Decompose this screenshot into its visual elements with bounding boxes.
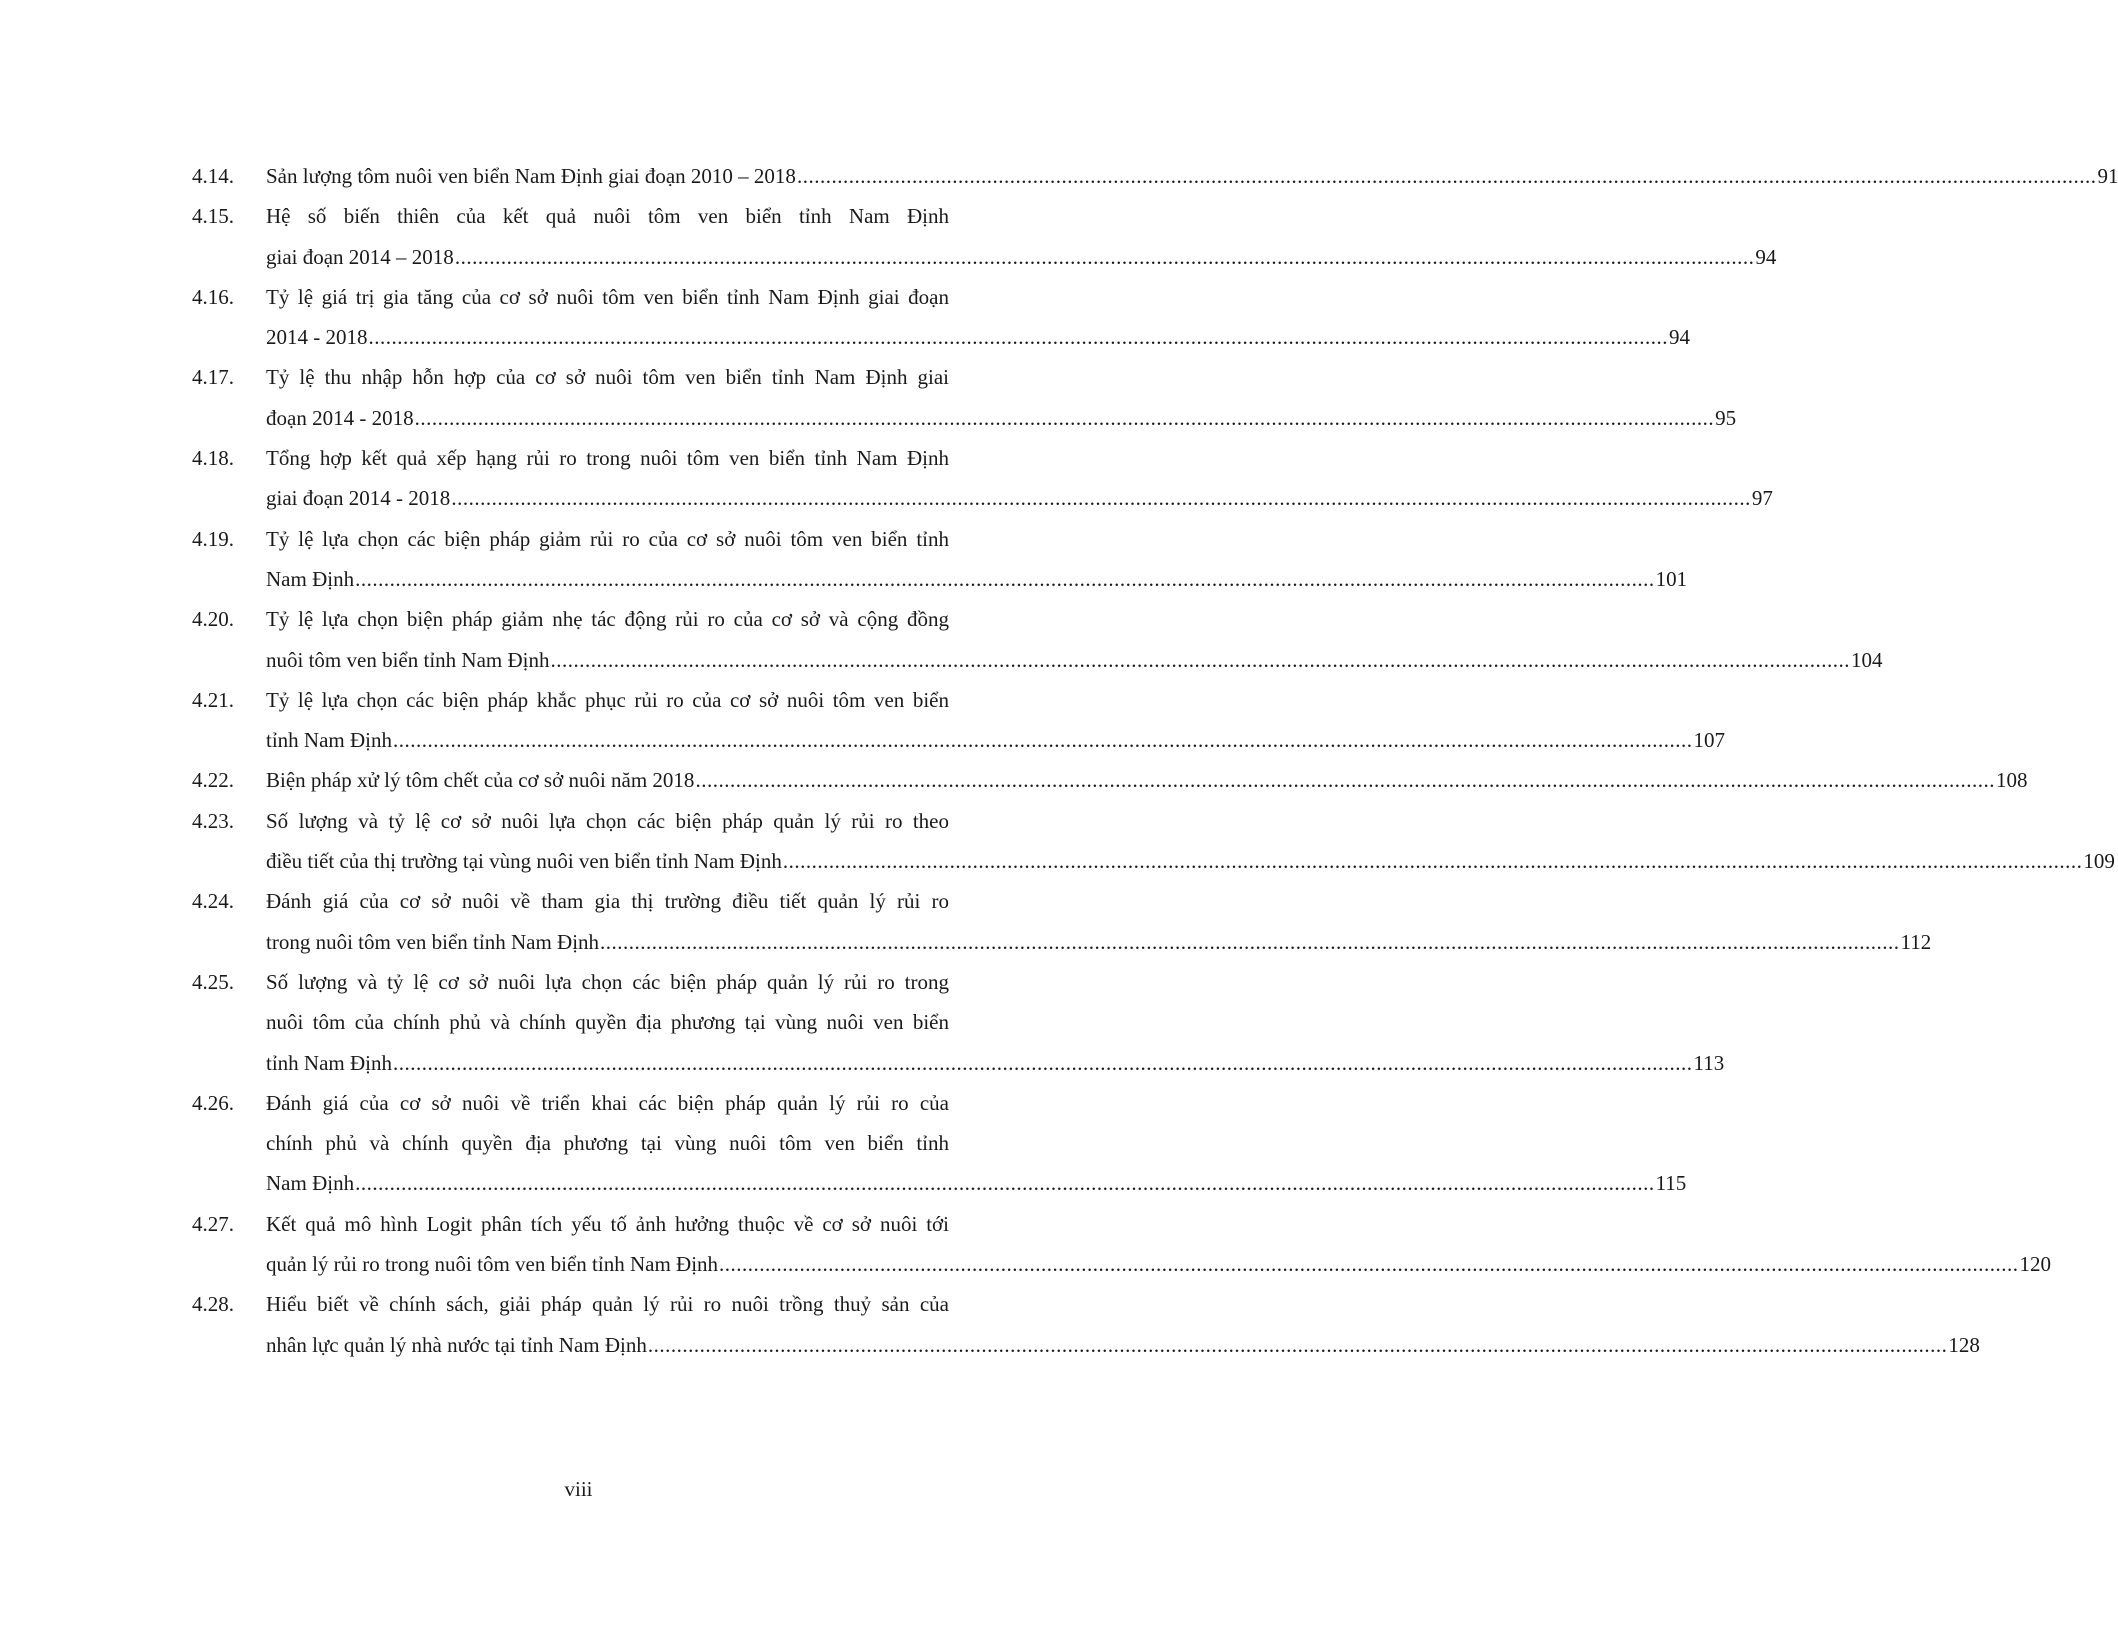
toc-entry-title (266, 1204, 2051, 1285)
toc-entry-number: 4.14. (192, 164, 234, 188)
toc-entry-title-line: Số lượng và tỷ lệ cơ sở nuôi lựa chọn các biện pháp quản lý rủi ro theo (266, 808, 949, 833)
toc-entry-number: 4.21. (192, 687, 234, 712)
toc-entry-leader-line (266, 922, 1931, 962)
dot-leader (600, 922, 1900, 962)
toc-entry-number: 4.26. (192, 1090, 234, 1115)
dot-leader (369, 317, 1669, 357)
toc-entry-title-line: Tỷ lệ lựa chọn các biện pháp khắc phục rủi ro của cơ sở nuôi tôm ven biển (266, 687, 949, 712)
toc-entry-leader-line (266, 1163, 1686, 1203)
toc-entry-title (266, 196, 1776, 277)
toc-entry[interactable] (192, 881, 1932, 962)
toc-entry-number: 4.24. (192, 889, 234, 914)
toc-entry-title (266, 519, 1687, 600)
toc-entry-leader-line (266, 720, 1725, 760)
toc-entry-title-line: Tỷ lệ lựa chọn biện pháp giảm nhẹ tác động rủi ro của cơ sở và cộng đồng (266, 607, 949, 632)
toc-entry-number: 4.23. (192, 808, 234, 833)
toc-entry-title (266, 680, 1725, 761)
toc-entry[interactable] (192, 760, 2028, 800)
toc-entry-page-number[interactable]: 113 (1693, 1050, 1725, 1075)
toc-entry-title (266, 599, 1882, 680)
dot-leader (355, 559, 1655, 599)
toc-entry-page-number[interactable]: 94 (1669, 325, 1690, 350)
dot-leader (719, 1244, 2019, 1284)
toc-entry-title-line: Sản lượng tôm nuôi ven biển Nam Định giai đoạn 2010 – 2018 (266, 164, 796, 188)
toc-entry-title (266, 760, 2027, 800)
toc-entry[interactable] (192, 277, 1690, 358)
toc-entry-title (266, 156, 2118, 196)
toc-entry[interactable] (192, 1083, 1687, 1204)
page-number: viii (564, 1477, 593, 1501)
toc-entry-number: 4.15. (192, 204, 234, 229)
toc-entry-leader-line (266, 1244, 2051, 1284)
toc-entry-title-line: trong nuôi tôm ven biển tỉnh Nam Định (266, 929, 600, 954)
toc-entry-page-number[interactable]: 109 (2083, 849, 2115, 874)
toc-entry-page-number[interactable]: 108 (1995, 768, 2028, 793)
toc-entry-leader-line (266, 478, 1773, 518)
toc-entry-title-line: nuôi tôm ven biển tỉnh Nam Định (266, 647, 550, 672)
toc-entry-leader-line (266, 1325, 1980, 1365)
toc-entry-title-line: Đánh giá của cơ sở nuôi về tham gia thị trường điều tiết quản lý rủi ro (266, 889, 949, 914)
toc-entry-title-line: quản lý rủi ro trong nuôi tôm ven biển tỉnh Nam Định (266, 1252, 719, 1277)
dot-leader (393, 1043, 1693, 1083)
dot-leader (455, 237, 1755, 277)
toc-entry-title (266, 801, 2115, 882)
toc-entry-page-number[interactable]: 104 (1850, 647, 1883, 672)
toc-entry-title-line: Tổng hợp kết quả xếp hạng rủi ro trong nuôi tôm ven biển tỉnh Nam Định (266, 446, 949, 471)
toc-entry-page-number[interactable]: 97 (1751, 486, 1773, 511)
toc-entry-title-line: Số lượng và tỷ lệ cơ sở nuôi lựa chọn các biện pháp quản lý rủi ro trong (266, 969, 949, 994)
dot-leader (355, 1163, 1655, 1203)
toc-entry-leader-line (266, 841, 2115, 881)
toc-entry-leader-line (266, 156, 2118, 196)
toc-entry-page-number[interactable]: 112 (1900, 929, 1932, 954)
toc-entry-title-line: Tỷ lệ giá trị gia tăng của cơ sở nuôi tôm ven biển tỉnh Nam Định giai đoạn (266, 284, 949, 309)
toc-entry-title-line: Nam Định (266, 1171, 355, 1196)
toc-entry[interactable] (192, 1204, 2052, 1285)
toc-entry-title-line: điều tiết của thị trường tại vùng nuôi ven biển tỉnh Nam Định (266, 849, 782, 874)
toc-entry-number: 4.16. (192, 284, 234, 309)
toc-entry-leader-line (266, 237, 1776, 277)
toc-entry-number: 4.28. (192, 1292, 234, 1317)
toc-entry-page-number[interactable]: 91 (2097, 164, 2118, 188)
toc-entry-number: 4.20. (192, 607, 234, 632)
toc-entry-number: 4.22. (192, 768, 234, 793)
toc-entry-number: 4.18. (192, 446, 234, 471)
toc-entry-title-line: giai đoạn 2014 – 2018 (266, 244, 454, 269)
dot-leader (415, 398, 1715, 438)
toc-entry-page-number[interactable]: 128 (1948, 1332, 1980, 1357)
toc-entry[interactable] (192, 680, 1725, 761)
toc-entry[interactable] (192, 801, 2115, 882)
toc-entry-leader-line (266, 760, 2027, 800)
toc-entry-number: 4.27. (192, 1211, 234, 1236)
toc-entry-page-number[interactable]: 107 (1693, 728, 1725, 753)
toc-entry-title (266, 881, 1931, 962)
toc-entry-title-line: Biện pháp xử lý tôm chết của cơ sở nuôi năm 2018 (266, 768, 695, 793)
toc-entry-leader-line (266, 398, 1736, 438)
toc-entry-title-line: Nam Định (266, 566, 355, 591)
toc-entry-title (266, 357, 1736, 438)
toc-entry-title-line: Hiểu biết về chính sách, giải pháp quản lý rủi ro nuôi trồng thuỷ sản của (266, 1292, 949, 1317)
toc-entry-title-line: Đánh giá của cơ sở nuôi về triển khai các biện pháp quản lý rủi ro của (266, 1090, 949, 1115)
toc-entry-page-number[interactable]: 101 (1655, 566, 1688, 591)
dot-leader (783, 841, 2083, 881)
toc-entry-number: 4.17. (192, 365, 234, 390)
toc-entry-title-line: Tỷ lệ lựa chọn các biện pháp giảm rủi ro của cơ sở nuôi tôm ven biển tỉnh (266, 526, 949, 551)
toc-entry-title-line: nuôi tôm của chính phủ và chính quyền địa phương tại vùng nuôi ven biển (266, 1010, 949, 1035)
toc-entry[interactable] (192, 438, 1773, 519)
toc-entry-title-line: Kết quả mô hình Logit phân tích yếu tố ảnh hưởng thuộc về cơ sở nuôi tới (266, 1211, 949, 1236)
toc-entry[interactable] (192, 1284, 1980, 1365)
dot-leader (648, 1325, 1948, 1365)
toc-entry-title (266, 962, 1724, 1083)
toc-entry-title-line: 2014 - 2018 (266, 325, 368, 350)
toc-entry-leader-line (266, 1043, 1724, 1083)
toc-entry[interactable] (192, 519, 1688, 600)
toc-entry-title-line: đoạn 2014 - 2018 (266, 405, 414, 430)
toc-entry-title-line: tỉnh Nam Định (266, 728, 392, 753)
toc-entry-title-line: giai đoạn 2014 - 2018 (266, 486, 451, 511)
toc-entry-title-line: tỉnh Nam Định (266, 1050, 392, 1075)
toc-entry-page-number[interactable]: 94 (1755, 244, 1777, 269)
toc-entry-title (266, 277, 1690, 358)
toc-entry-leader-line (266, 317, 1690, 357)
toc-entry-page-number[interactable]: 115 (1655, 1171, 1687, 1196)
toc-entry[interactable] (192, 156, 2118, 196)
dot-leader (393, 720, 1693, 760)
table-of-contents (192, 156, 2118, 1365)
dot-leader (695, 760, 1995, 800)
toc-entry-leader-line (266, 559, 1687, 599)
toc-entry-leader-line (266, 640, 1882, 680)
toc-entry[interactable] (192, 962, 1725, 1083)
dot-leader (797, 156, 2097, 196)
toc-entry-page-number[interactable]: 120 (2019, 1252, 2052, 1277)
toc-entry-title (266, 438, 1773, 519)
toc-entry-page-number[interactable]: 95 (1715, 405, 1737, 430)
dot-leader (451, 478, 1751, 518)
toc-entry-title (266, 1083, 1686, 1204)
toc-entry-number: 4.19. (192, 526, 234, 551)
toc-entry-title (266, 1284, 1980, 1365)
toc-entry[interactable] (192, 599, 1883, 680)
toc-entry[interactable] (192, 357, 1737, 438)
toc-entry-title-line: Hệ số biến thiên của kết quả nuôi tôm ven biển tỉnh Nam Định (266, 204, 949, 229)
toc-entry-number: 4.25. (192, 969, 234, 994)
toc-entry-title-line: chính phủ và chính quyền địa phương tại vùng nuôi tôm ven biển tỉnh (266, 1131, 949, 1156)
toc-entry[interactable] (192, 196, 1777, 277)
toc-entry-title-line: nhân lực quản lý nhà nước tại tỉnh Nam Định (266, 1332, 647, 1357)
dot-leader (550, 640, 1850, 680)
toc-entry-title-line: Tỷ lệ thu nhập hỗn hợp của cơ sở nuôi tôm ven biển tỉnh Nam Định giai (266, 365, 949, 390)
